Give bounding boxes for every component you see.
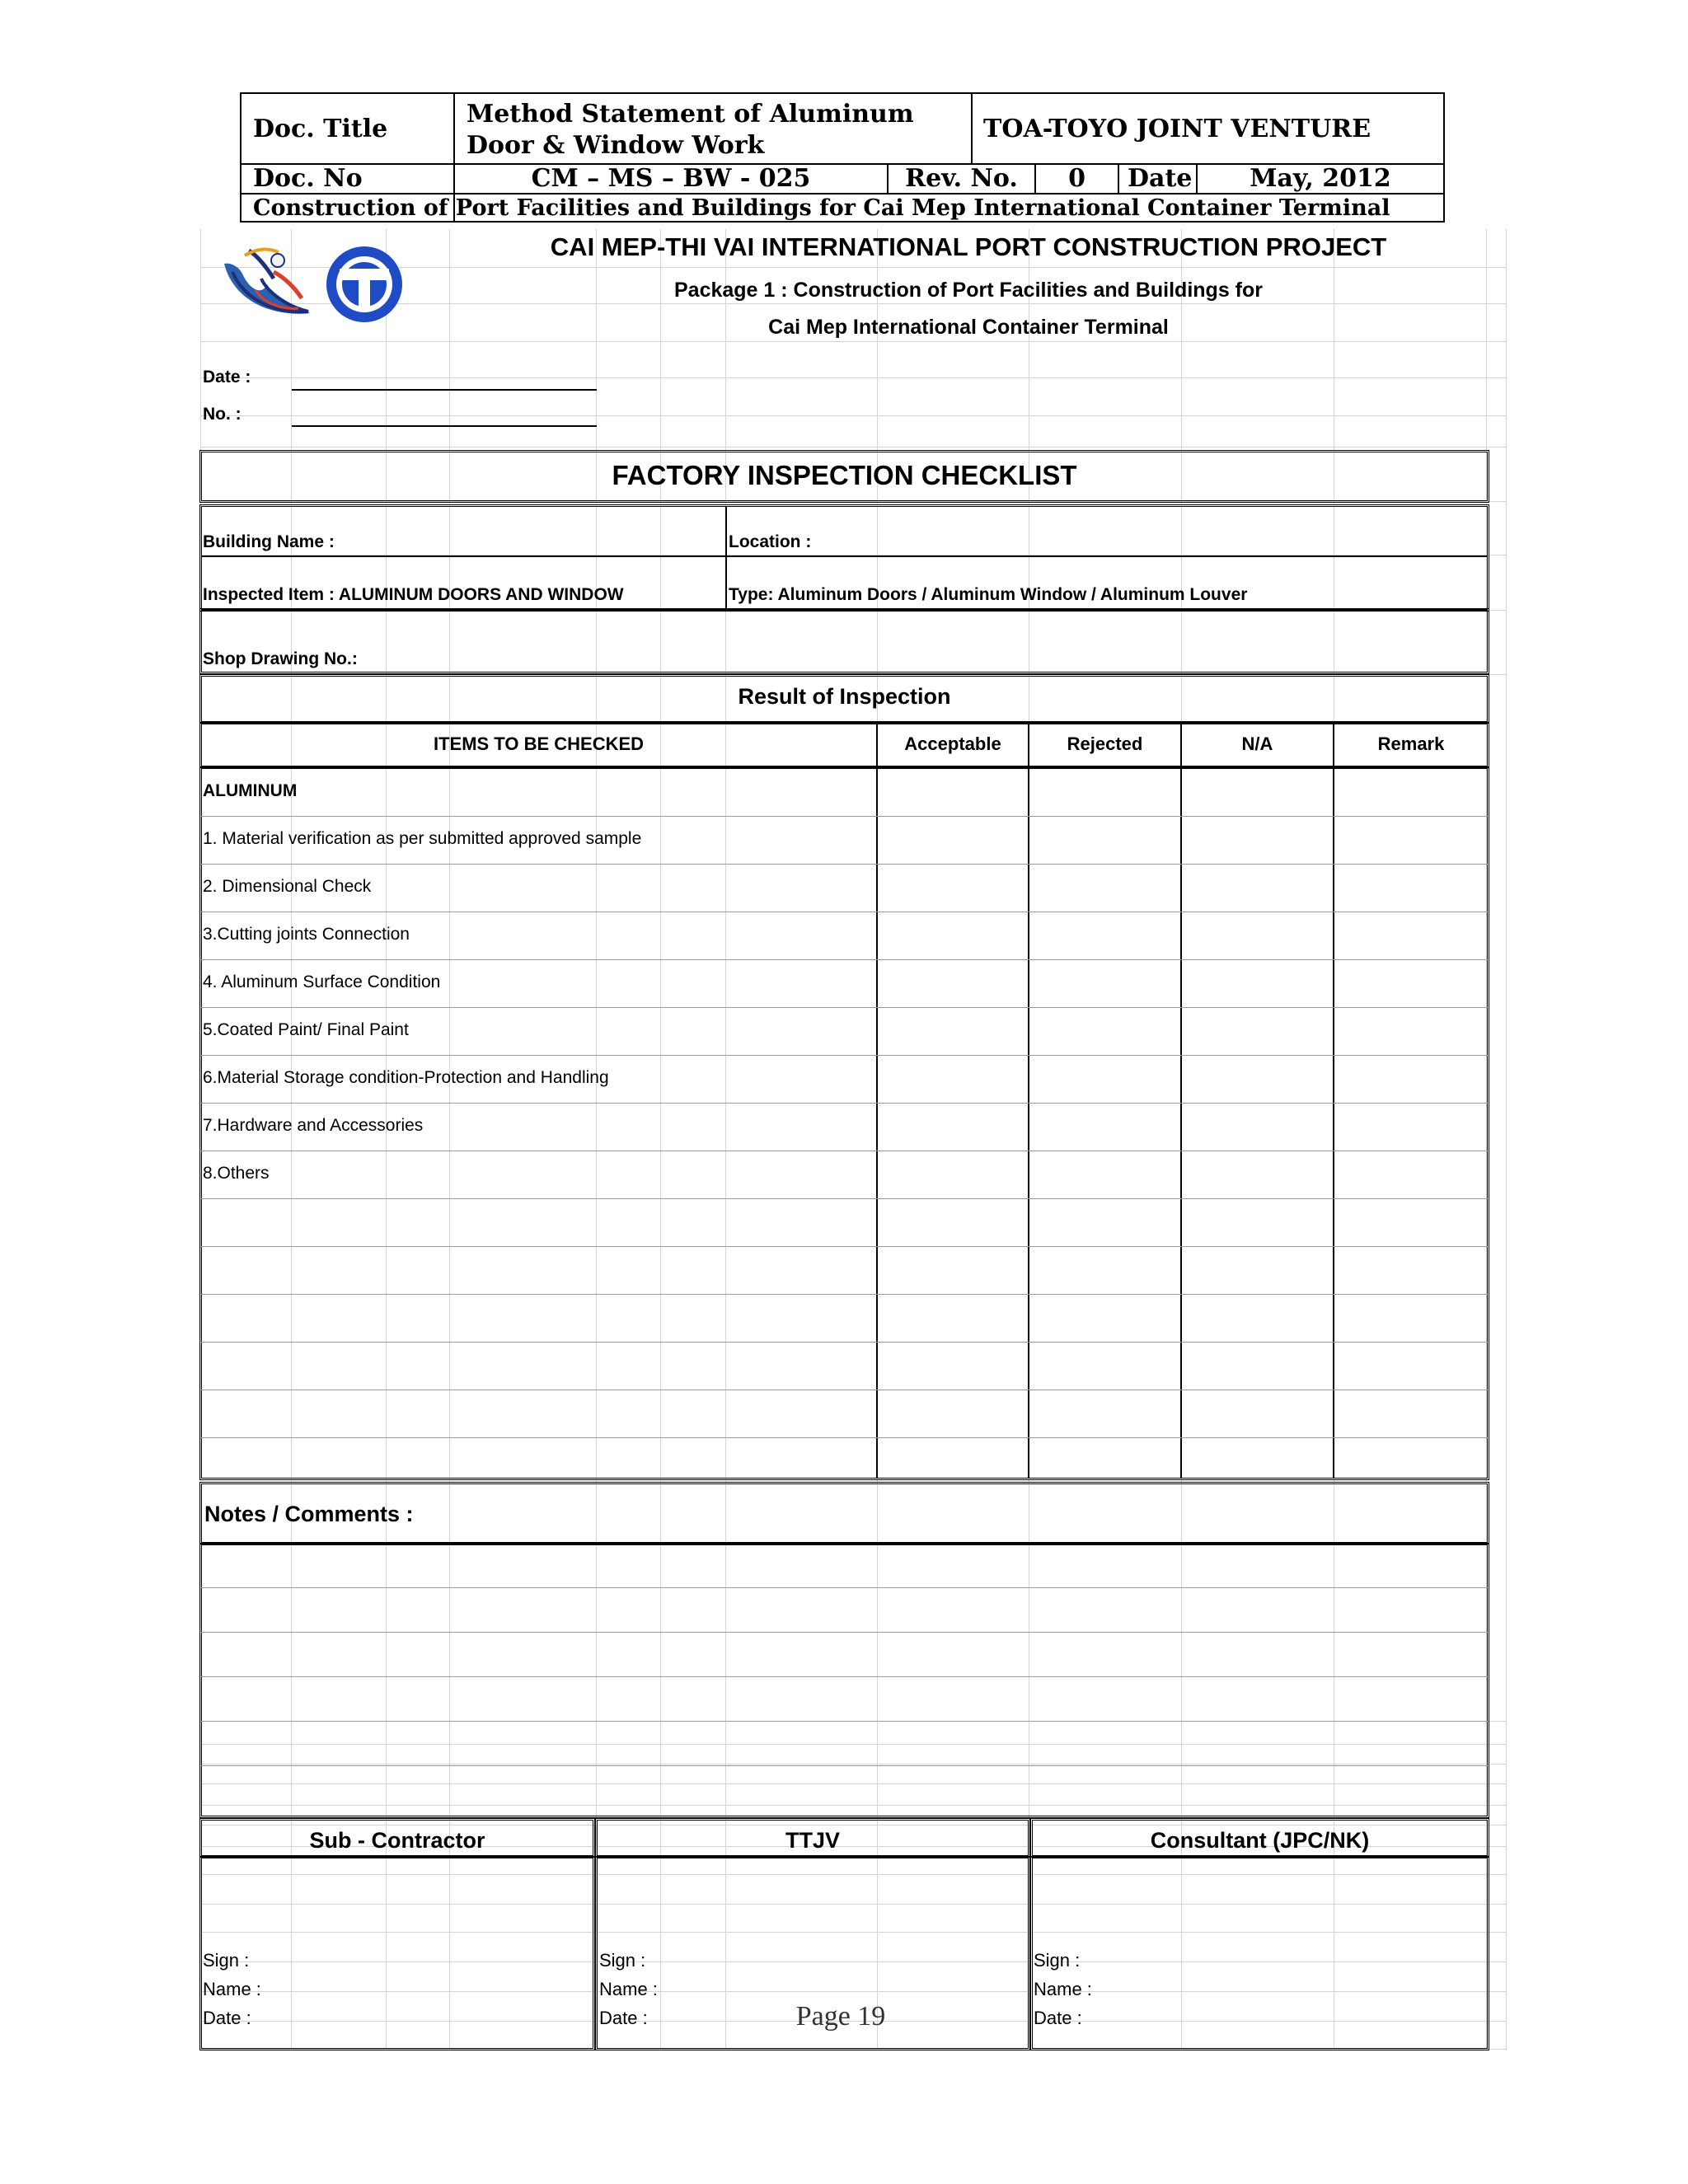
rev-no-label: Rev. No. — [905, 163, 1018, 193]
check-item-6: 6.Material Storage condition-Protection and Handling — [203, 1068, 609, 1087]
date-label: Date — [1128, 163, 1193, 193]
form-title: FACTORY INSPECTION CHECKLIST — [612, 460, 1077, 490]
document-header — [240, 92, 1445, 223]
sig-box-consultant[interactable] — [1030, 1856, 1489, 2050]
page-number: Page 19 — [795, 2001, 886, 2032]
col-remark: Remark — [1377, 733, 1445, 754]
check-item-7: 7.Hardware and Accessories — [203, 1116, 424, 1135]
check-item-2: 2. Dimensional Check — [203, 877, 372, 896]
doc-title-value-line1: Method Statement of Aluminum — [467, 99, 914, 129]
sub-contractor-date: Date : — [203, 2008, 251, 2028]
col-acceptable: Acceptable — [904, 733, 1001, 754]
doc-no-label: Doc. No — [253, 163, 363, 193]
col-items-to-check: ITEMS TO BE CHECKED — [433, 733, 645, 754]
date-field-label: Date : — [203, 368, 251, 387]
consultant-label: Consultant (JPC/NK) — [1150, 1828, 1370, 1853]
project-logo — [216, 239, 414, 330]
sub-contractor-label: Sub - Contractor — [309, 1828, 485, 1853]
check-item-4: 4. Aluminum Surface Condition — [203, 972, 441, 991]
building-name-label: Building Name : — [203, 532, 335, 551]
consultant-sign: Sign : — [1034, 1950, 1081, 1971]
project-line: Construction of Port Facilities and Buildings for Cai Mep International Container Terminal — [253, 194, 1390, 221]
rev-no-value: 0 — [1068, 163, 1085, 193]
doc-title-value-line2: Door & Window Work — [467, 130, 765, 160]
check-item-1: 1. Material verification as per submitted approved sample — [203, 829, 642, 848]
sub-contractor-name: Name : — [203, 1979, 261, 1999]
ttjv-label: TTJV — [785, 1828, 840, 1853]
col-na: N/A — [1241, 733, 1273, 754]
project-subtitle-2: Cai Mep International Container Terminal — [768, 316, 1169, 339]
date-field-line[interactable] — [292, 389, 597, 391]
no-field-label: No. : — [203, 405, 241, 424]
check-item-3: 3.Cutting joints Connection — [203, 925, 410, 944]
notes-area[interactable] — [199, 1543, 1489, 1818]
sub-contractor-sign: Sign : — [203, 1950, 250, 1971]
shop-drawing-box — [199, 608, 1489, 674]
inspected-item-label: Inspected Item : ALUMINUM DOORS AND WINDOW — [203, 585, 624, 604]
shop-drawing-label: Shop Drawing No.: — [203, 649, 358, 668]
company-name: TOA-TOYO JOINT VENTURE — [983, 114, 1372, 143]
doc-no-value: CM – MS – BW - 025 — [531, 163, 811, 193]
ttjv-sign: Sign : — [599, 1950, 646, 1971]
ttjv-name: Name : — [599, 1979, 658, 1999]
no-field-line[interactable] — [292, 425, 597, 427]
consultant-date: Date : — [1034, 2008, 1082, 2028]
type-label: Type: Aluminum Doors / Aluminum Window / Aluminum Louver — [729, 585, 1248, 604]
location-label: Location : — [729, 532, 812, 551]
check-item-5: 5.Coated Paint/ Final Paint — [203, 1020, 409, 1039]
doc-title-label: Doc. Title — [253, 114, 388, 143]
ttjv-date: Date : — [599, 2008, 648, 2028]
date-value: May, 2012 — [1250, 163, 1391, 193]
consultant-name: Name : — [1034, 1979, 1092, 1999]
check-item-8: 8.Others — [203, 1164, 270, 1183]
section-aluminum: ALUMINUM — [203, 781, 298, 800]
project-subtitle-1: Package 1 : Construction of Port Facilities and Buildings for — [674, 279, 1263, 302]
project-title: CAI MEP-THI VAI INTERNATIONAL PORT CONSTRUCTION PROJECT — [550, 232, 1387, 261]
notes-label: Notes / Comments : — [204, 1502, 414, 1526]
result-header: Result of Inspection — [738, 684, 951, 709]
sig-box-sub-contractor[interactable] — [199, 1856, 595, 2050]
col-rejected: Rejected — [1067, 733, 1143, 754]
